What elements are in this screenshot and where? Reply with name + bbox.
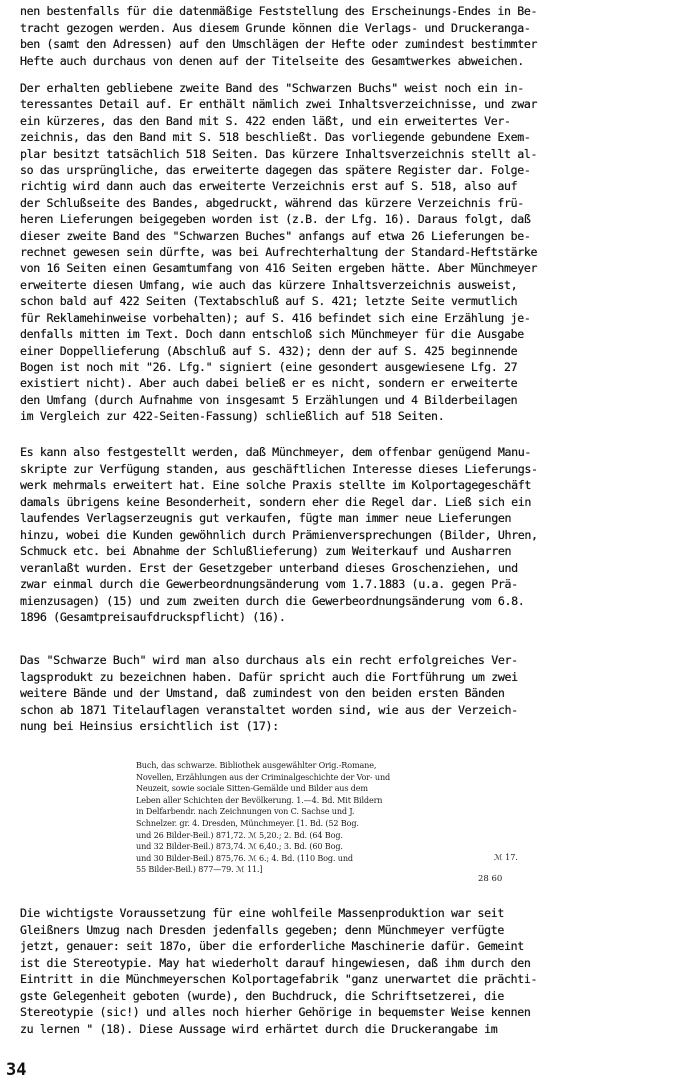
text-line: der Schlußseite des Bandes, abgedruckt, während das kürzere Verzeichnis frü- xyxy=(20,195,524,210)
text-line: werk mehrmals erweitert hat. Eine solche Praxis stellte im Kolportagegeschäft xyxy=(20,478,532,492)
text-line: mienzusagen) (15) und zum zweiten durch die Gewerbeordnungsänderung vom 6.8. xyxy=(20,593,525,608)
text-line: einer Doppellieferung (Abschluß auf S. 432); denn der auf S. 425 beginnende xyxy=(20,343,518,358)
text-line: Die wichtigste Voraussetzung für eine wohlfeile Massenproduktion war seit xyxy=(20,906,504,920)
text-line: Das "Schwarze Buch" wird man also durchaus als ein recht erfolgreiches Ver- xyxy=(20,653,518,667)
citation-line: und 30 Bilder-Beil.) 875,76. ℳ 6.; 4. Bd. (110 Bog. und xyxy=(136,852,353,863)
text-line: skripte zur Verfügung standen, aus geschäftlichen Interesse dieses Lieferungs- xyxy=(20,461,538,476)
text-line: ist die Stereotypie. May hat wiederholt darauf hingewiesen, daß ihm durch den xyxy=(20,955,531,970)
citation-line: 55 Bilder-Beil.) 877—79. ℳ 11.] xyxy=(136,864,263,875)
paragraph-zweiter-band xyxy=(20,80,686,425)
text-line: im Vergleich zur 422-Seiten-Fassung) schließlich auf 518 Seiten. xyxy=(20,409,445,424)
text-line: schon bald auf 422 Seiten (Textabschluß auf S. 421; letzte Seite vermutlich xyxy=(20,294,518,309)
text-line: erweiterte diesen Umfang, wie auch das kürzere Inhaltsverzeichnis ausweist, xyxy=(20,277,518,292)
text-line: schon ab 1871 Titelauflagen veranstaltet worden sind, wie aus der Verzeich- xyxy=(20,702,518,717)
text-line: rechnet gewesen sein dürfte, was bei Aufrechterhaltung der Standard-Heftstärke xyxy=(20,245,538,260)
citation-line: Novellen, Erzählungen aus der Criminalgeschichte der Vor- und xyxy=(136,771,391,782)
text-line: existiert nicht). Aber auch dabei beließ er es nicht, sondern er erweiterte xyxy=(20,376,518,391)
text-line: weitere Bände und der Umstand, daß zumindest von den beiden ersten Bänden xyxy=(20,686,505,700)
text-line: so das ursprüngliche, das erweiterte dagegen das spätere Register dar. Folge- xyxy=(20,163,531,178)
citation-line: Neuzeit, sowie sociale Sitten-Gemälde und Bilder aus dem xyxy=(136,783,368,794)
paragraph-erfolgreiches-verlagsprodukt xyxy=(20,652,686,735)
text-line: veranlaßt wurden. Erst der Gesetzgeber unterband dieses Groschenziehen, und xyxy=(20,560,518,575)
text-line: teressantes Detail auf. Er enthält nämlich zwei Inhaltsverzeichnisse, und zwar xyxy=(20,97,538,112)
text-line: denfalls mitten im Text. Doch dann entschloß sich Münchmeyer für die Ausgabe xyxy=(20,327,524,342)
text-line: dieser zweite Band des "Schwarzen Buches" anfangs auf etwa 26 Lieferungen be- xyxy=(20,228,531,243)
paragraph-manuskripte xyxy=(20,444,686,626)
text-line: heren Lieferungen beigegeben worden ist (z.B. der Lfg. 16). Daraus folgt, daß xyxy=(20,212,531,227)
text-line: Stereotypie (sic!) und alles noch hierher Gehörige in bequemster Weise kennen xyxy=(20,1005,531,1019)
citation-line: Schnelzer. gr. 4. Dresden, Münchmeyer. [1. Bd. (52 Bog. xyxy=(136,817,359,828)
text-line: Eintritt in die Münchmeyerschen Kolportagefabrik "ganz unerwartet die prächti- xyxy=(20,972,538,986)
text-line: Schmuck etc. bei Abnahme der Schlußlieferung) zum Weiterkauf und Ausharren xyxy=(20,544,512,558)
citation-line: und 32 Bilder-Beil.) 873,74. ℳ 6,40.; 3. Bd. (60 Bog. xyxy=(136,841,343,852)
text-line: zu lernen " (18). Diese Aussage wird erhärtet durch die Druckerangabe im xyxy=(20,1021,498,1036)
text-line: tracht gezogen werden. Aus diesem Grunde können die Verlags- und Druckerangа- xyxy=(20,20,531,35)
citation-line: in Delfarbendr. nach Zeichnungen von C. Sachse und J. xyxy=(136,806,355,817)
text-line: richtig wird dann auch das erweiterte Verzeichnis erst auf S. 518, also auf xyxy=(20,179,518,194)
text-line: den Umfang (durch Aufnahme von insgesamt 5 Erzählungen und 4 Bilderbeilagen xyxy=(20,392,518,407)
text-line: damals übrigens keine Besonderheit, sondern eher die Regel dar. Ließ sich ein xyxy=(20,494,532,509)
citation-line: Buch, das schwarze. Bibliothek ausgewählter Orig.-Romane, xyxy=(136,760,377,770)
text-line: Gleißners Umzug nach Dresden jedenfalls gegeben; denn Münchmeyer verfügte xyxy=(20,922,504,937)
text-line: lagsprodukt zu bezeichnen haben. Dafür spricht auch die Fortführung um zwei xyxy=(20,669,518,684)
text-line: Bogen ist noch mit "26. Lfg." signiert (eine gesondert ausgewiesene Lfg. 27 xyxy=(20,359,518,374)
text-line: jetzt, genauer: seit 187o, über die erforderliche Maschinerie dafür. Gemeint xyxy=(20,939,524,953)
text-line: laufendes Verlagserzeugnis gut verkaufen, fügte man immer neue Lieferungen xyxy=(20,511,512,525)
text-line: gste Gelegenheit geboten (wurde), den Buchdruck, die Schriftsetzerei, die xyxy=(20,988,504,1003)
text-line: nung bei Heinsius ersichtlich ist (17): xyxy=(20,719,279,733)
text-line: für Reklamehinweise vorbehalten); auf S. 416 befindet sich eine Erzählung je- xyxy=(20,310,531,325)
text-line: Hefte auch durchaus von denen auf der Titelseite des Gesamtwerkes abweichen. xyxy=(20,53,524,68)
paragraph-stereotypie xyxy=(20,905,686,1037)
citation-price-mark: ℳ 17. xyxy=(494,853,518,862)
text-line: 1896 (Gesamtpreisaufdruckspflicht) (16). xyxy=(20,610,286,624)
text-line: von 16 Seiten einen Gesamtumfang von 416 Seiten ergeben hätte. Aber Münchmeyer xyxy=(20,261,538,276)
text-line: ben (samt den Adressen) auf den Umschlägen der Hefte oder zumindest bestimmter xyxy=(20,37,538,51)
text-line: zeichnis, das den Band mit S. 518 beschließt. Das vorliegende gebundene Exem- xyxy=(20,130,531,145)
page-number: 34 xyxy=(6,1060,27,1080)
citation-code: 28 60 xyxy=(478,874,503,884)
text-line: Es kann also festgestellt werden, daß Münchmeyer, dem offenbar genügend Manu- xyxy=(20,445,532,459)
text-line: hinzu, wobei die Kunden gewöhnlich durch Prämienversprechungen (Bilder, Uhren, xyxy=(20,527,538,542)
text-line: Der erhalten gebliebene zweite Band des "Schwarzen Buchs" weist noch ein in- xyxy=(20,81,524,95)
text-line: plar besitzt tatsächlich 518 Seiten. Das kürzere Inhaltsverzeichnis stellt al- xyxy=(20,146,538,161)
citation-line: Leben aller Schichten der Bevölkerung. 1.—4. Bd. Mit Bildern xyxy=(136,794,383,805)
text-line: zwar einmal durch die Gewerbeordnungsänderung vom 1.7.1883 (u.a. gegen Prä- xyxy=(20,577,518,591)
text-line: nen bestenfalls für die datenmäßige Feststellung des Erscheinungs-Endes in Be- xyxy=(20,4,538,18)
paragraph-intro xyxy=(20,3,686,69)
text-line: ein kürzeres, das den Band mit S. 422 enden läßt, und ein erweitertes Ver- xyxy=(20,113,511,128)
heinsius-citation xyxy=(136,760,488,876)
citation-line: und 26 Bilder-Beil.) 871,72. ℳ 5,20.; 2. Bd. (64 Bog. xyxy=(136,829,343,840)
